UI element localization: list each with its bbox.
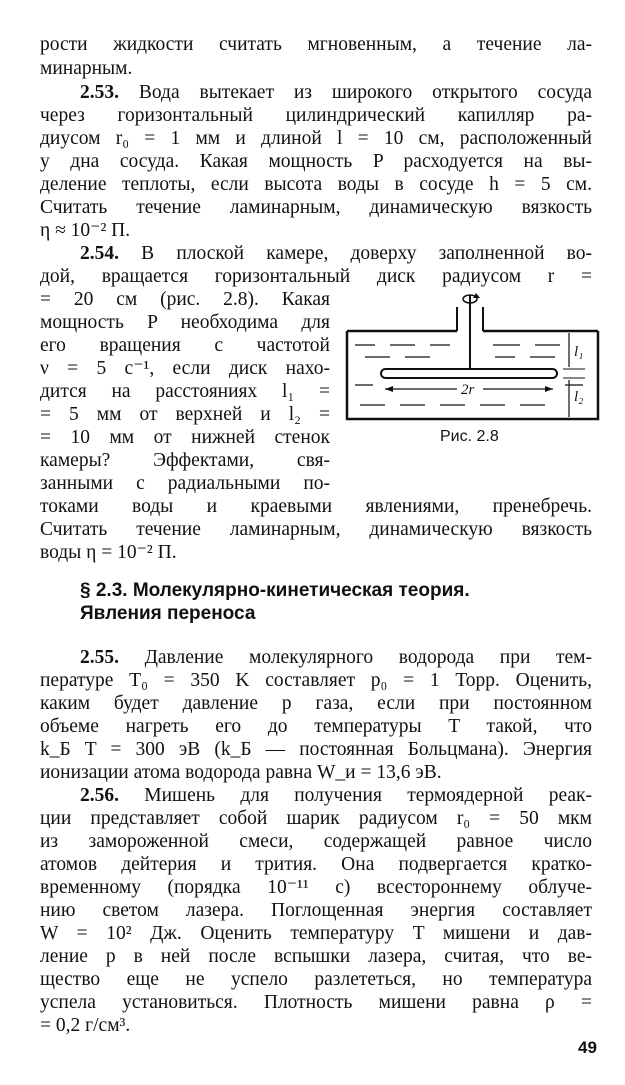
text-line: временному (порядка 10⁻¹¹ с) всестороннему облуче-	[40, 877, 592, 898]
text-line: успела установиться. Плотность мишени равна ρ =	[40, 992, 592, 1013]
disc	[381, 369, 557, 378]
text-line: объеме нагреть его до температуры T такой, что	[40, 716, 592, 737]
text-line: дой, вращается горизонтальный диск радиусом r =	[40, 266, 592, 287]
text-line: Считать течение ламинарным, динамическую вязкость	[40, 519, 592, 540]
problem-2-56-first-line	[80, 784, 592, 807]
text-line: ции представляет собой шарик радиусом r₀ = 50 мкм	[40, 808, 592, 829]
problem-number: 2.55.	[80, 647, 119, 668]
problem-number: 2.56.	[80, 785, 119, 806]
problem-number: 2.53.	[80, 82, 119, 103]
label-l2: l₂	[574, 389, 584, 405]
text-line: = 5 мм от верхней и l₂ =	[40, 404, 330, 425]
text-line: каким будет давление p газа, если при постоянном	[40, 693, 592, 714]
text-line: = 10 мм от нижней стенок	[40, 427, 330, 448]
problem-2-55-first-line	[80, 646, 592, 669]
text-line: пературе T₀ = 350 K составляет p₀ = 1 Торр. Оценить,	[40, 670, 592, 691]
text-line: токами воды и краевыми явлениями, пренебречь.	[40, 496, 592, 517]
text-line: рости жидкости считать мгновенным, а течение ла-	[40, 34, 592, 55]
text-line: щество еще не успело разлететься, но температура	[40, 969, 592, 990]
text-line: Вода вытекает из широкого открытого сосуда	[138, 82, 592, 103]
text-line: его вращения с частотой	[40, 335, 330, 356]
text-line: η ≈ 10⁻² П.	[40, 220, 131, 241]
text-line: Считать течение ламинарным, динамическую вязкость	[40, 197, 592, 218]
text-line: минарным.	[40, 58, 133, 79]
text-line: = 20 см (рис. 2.8). Какая	[40, 289, 330, 310]
figure-caption: Рис. 2.8	[440, 428, 499, 445]
text-line: диусом r₀ = 1 мм и длиной l = 10 см, расположенный	[40, 128, 592, 149]
text-line: атомов дейтерия и трития. Она подвергается кратко-	[40, 854, 592, 875]
text-line: k_Б T = 300 эВ (k_Б — постоянная Больцмана). Энергия	[40, 739, 592, 760]
text-line: Давление молекулярного водорода при тем-	[144, 647, 592, 668]
problem-number: 2.54.	[80, 243, 119, 264]
text-line: у дна сосуда. Какая мощность P расходуется на вы-	[40, 151, 592, 172]
text-line: ν = 5 с⁻¹, если диск нахо-	[40, 358, 330, 379]
section-heading-line-2: Явления переноса	[80, 603, 256, 624]
text-line: воды η = 10⁻² П.	[40, 542, 177, 563]
dimension-arrow-right-icon	[545, 386, 553, 392]
text-line: из замороженной смеси, содержащей равное число	[40, 831, 592, 852]
text-line: W = 10² Дж. Оценить температуру T мишени и дав-	[40, 923, 592, 944]
page-number: 49	[578, 1038, 597, 1057]
text-line: дится на расстояниях l₁ =	[40, 381, 330, 402]
text-line: занными с радиальными по-	[40, 473, 330, 494]
text-line: камеры? Эффектами, свя-	[40, 450, 330, 471]
text-line: мощность P необходима для	[40, 312, 330, 333]
text-line: В плоской камере, доверху заполненной во-	[141, 243, 592, 264]
text-line: через горизонтальный цилиндрический капилляр ра-	[40, 105, 592, 126]
text-line: ионизации атома водорода равна W_и = 13,6 эВ.	[40, 762, 442, 783]
text-line: нию светом лазера. Поглощенная энергия составляет	[40, 900, 592, 921]
text-line: ление p в ней после вспышки лазера, считая, что ве-	[40, 946, 592, 967]
text-line: деление теплоты, если высота воды в сосуде h = 5 см.	[40, 174, 592, 195]
label-l1: l₁	[574, 344, 584, 360]
problem-2-53-first-line	[80, 81, 592, 104]
section-heading: § 2.3. Молекулярно-кинетическая теория.	[80, 580, 470, 601]
dimension-arrow-left-icon	[385, 386, 393, 392]
text-line: = 0,2 г/см³.	[40, 1015, 131, 1036]
problem-2-54-first-line	[80, 242, 592, 265]
text-line: Мишень для получения термоядерной реак-	[144, 785, 593, 806]
figure-2-8	[345, 285, 600, 425]
label-2r: 2r	[461, 382, 475, 398]
